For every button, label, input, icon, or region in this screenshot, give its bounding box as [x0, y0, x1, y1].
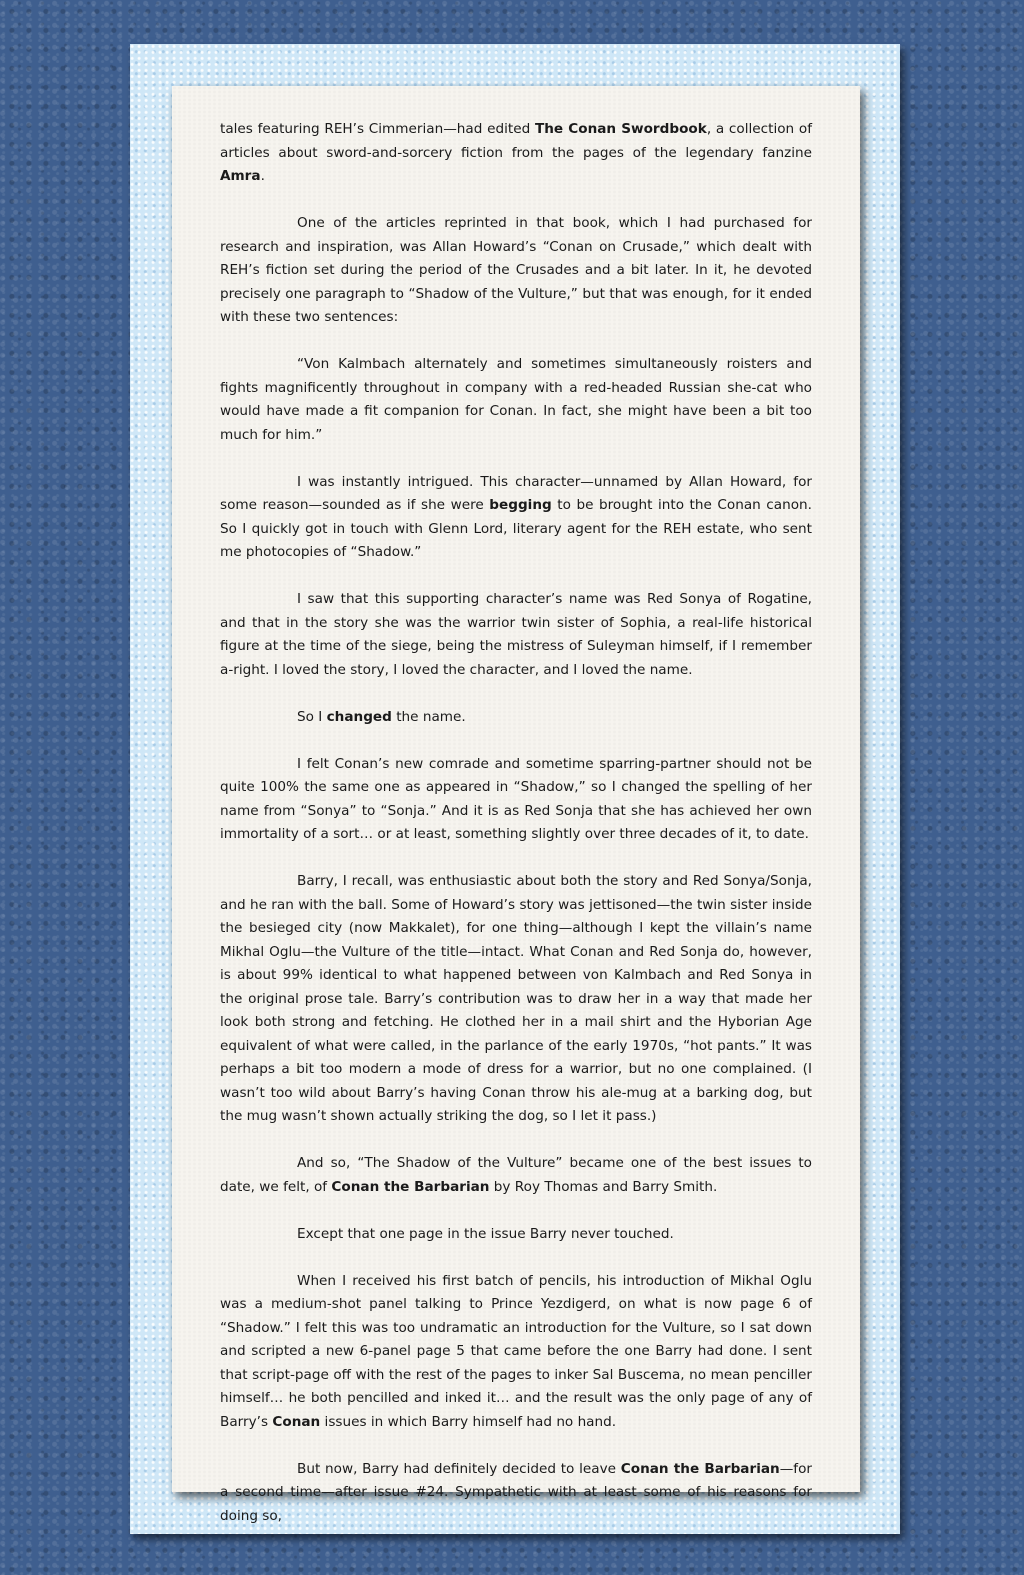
text-run: One of the articles reprinted in that book, which I had purchased for research and inspiration, was Allan Howard’s “Conan on Crusade,” which dealt with REH’s fiction set during the period of the Crusades and a bit later. In it, he devoted precisely one paragraph to “Shadow of the Vulture,” but that was enough, for it ended with these two sentences: [220, 215, 812, 325]
text-run: And so, “The Shadow of the Vulture” became one of the best issues to date, we felt, of [220, 1155, 812, 1195]
text-run: . [260, 168, 265, 184]
emphasized-title: Amra [220, 168, 261, 184]
paragraph [220, 118, 812, 189]
text-run: When I received his first batch of pencils, his introduction of Mikhal Oglu was a medium-shot panel talking to Prince Yezdigerd, on what is now page 6 of “Shadow.” I felt this was too undramatic an introduction for the Vulture, so I sat down and scripted a new 6-panel page 5 that came before the one Barry had done. I sent that script-page off with the rest of the pages to inker Sal Buscema, no mean penciller himself… he both pencilled and inked it… and the result was the only page of any of Barry’s [220, 1272, 812, 1430]
text-run: But now, Barry had definitely decided to leave [297, 1460, 621, 1477]
text-run: I felt Conan’s new comrade and sometime sparring-partner should not be quite 100% the same one as appeared in “Shadow,” so I changed the spelling of her name from “Sonya” to “Sonja.” And it is as Red Sonja that she has achieved her own immortality of a sort… or at least, something slightly over three decades of it, to date. [220, 755, 812, 842]
text-run: “Von Kalmbach alternately and sometimes simultaneously roisters and fights magnificently throughout in company with a red-headed Russian she-cat who would have made a fit companion for Conan. In fact, she might have been a bit too much for him.” [220, 356, 812, 443]
text-run: —for a second time—after issue #24. Sympathetic with at least some of his reasons for doing so, [220, 1460, 812, 1524]
text-run: to be brought into the Conan canon. So I quickly got in touch with Glenn Lord, literary agent for the REH estate, who sent me photocopies of “Shadow.” [220, 497, 812, 560]
text-run: tales featuring REH’s Cimmerian—had edited [220, 121, 535, 137]
paragraph [220, 353, 812, 447]
text-run: by Roy Thomas and Barry Smith. [489, 1178, 718, 1195]
emphasized-title: Conan the Barbarian [331, 1178, 490, 1195]
text-run: So I [297, 708, 327, 725]
article-body [220, 118, 812, 1552]
paragraph [220, 212, 812, 330]
emphasized-title: begging [489, 497, 552, 513]
paragraph [220, 1458, 812, 1529]
emphasized-title: Conan the Barbarian [620, 1460, 780, 1477]
text-run: Barry, I recall, was enthusiastic about both the story and Red Sonya/Sonja, and he ran with the ball. Some of Howard’s story was jettisoned—the twin sister inside the besieged city (now Makkalet), for one thing—although I kept the villain’s name Mikhal Oglu—the Vulture of the title—intact. What Conan and Red Sonja do, however, is about 99% identical to what happened between von Kalmbach and Red Sonya in the original prose tale. Barry’s contribution was to draw her in a way that made her look both strong and fetching. He clothed her in a mail shirt and the Hyborian Age equivalent of what were called, in the parlance of the early 1970s, “hot pants.” It was perhaps a bit too modern a mode of dress for a warrior, but no one complained. (I wasn’t too wild about Barry’s having Conan throw his ale-mug at a barking dog, but the mug wasn’t shown actually striking the dog, so I let it pass.) [220, 873, 812, 1124]
text-run: I was instantly intrigued. This character—unnamed by Allan Howard, for some reason—sounded as if she were [220, 473, 812, 513]
text-run: , a collection of articles about sword-and-sorcery fiction from the pages of the legendary fanzine [220, 121, 812, 161]
emphasized-title: Conan [272, 1413, 321, 1430]
paragraph [220, 1270, 812, 1435]
paragraph [220, 706, 812, 730]
text-run: the name. [391, 708, 466, 725]
emphasized-title: changed [326, 708, 392, 725]
paragraph [220, 1223, 812, 1247]
paragraph [220, 471, 812, 565]
paragraph [220, 870, 812, 1129]
text-run: issues in which Barry himself had no hand. [320, 1413, 617, 1430]
text-run: I saw that this supporting character’s name was Red Sonya of Rogatine, and that in the story she was the warrior twin sister of Sophia, a real-life historical figure at the time of the siege, being the mistress of Suleyman himself, if I remember a-right. I loved the story, I loved the character, and I loved the name. [220, 591, 812, 678]
text-run: Except that one page in the issue Barry never touched. [297, 1225, 674, 1242]
emphasized-title: The Conan Swordbook [534, 121, 707, 137]
paragraph [220, 588, 812, 682]
paragraph [220, 1152, 812, 1199]
paragraph [220, 753, 812, 847]
